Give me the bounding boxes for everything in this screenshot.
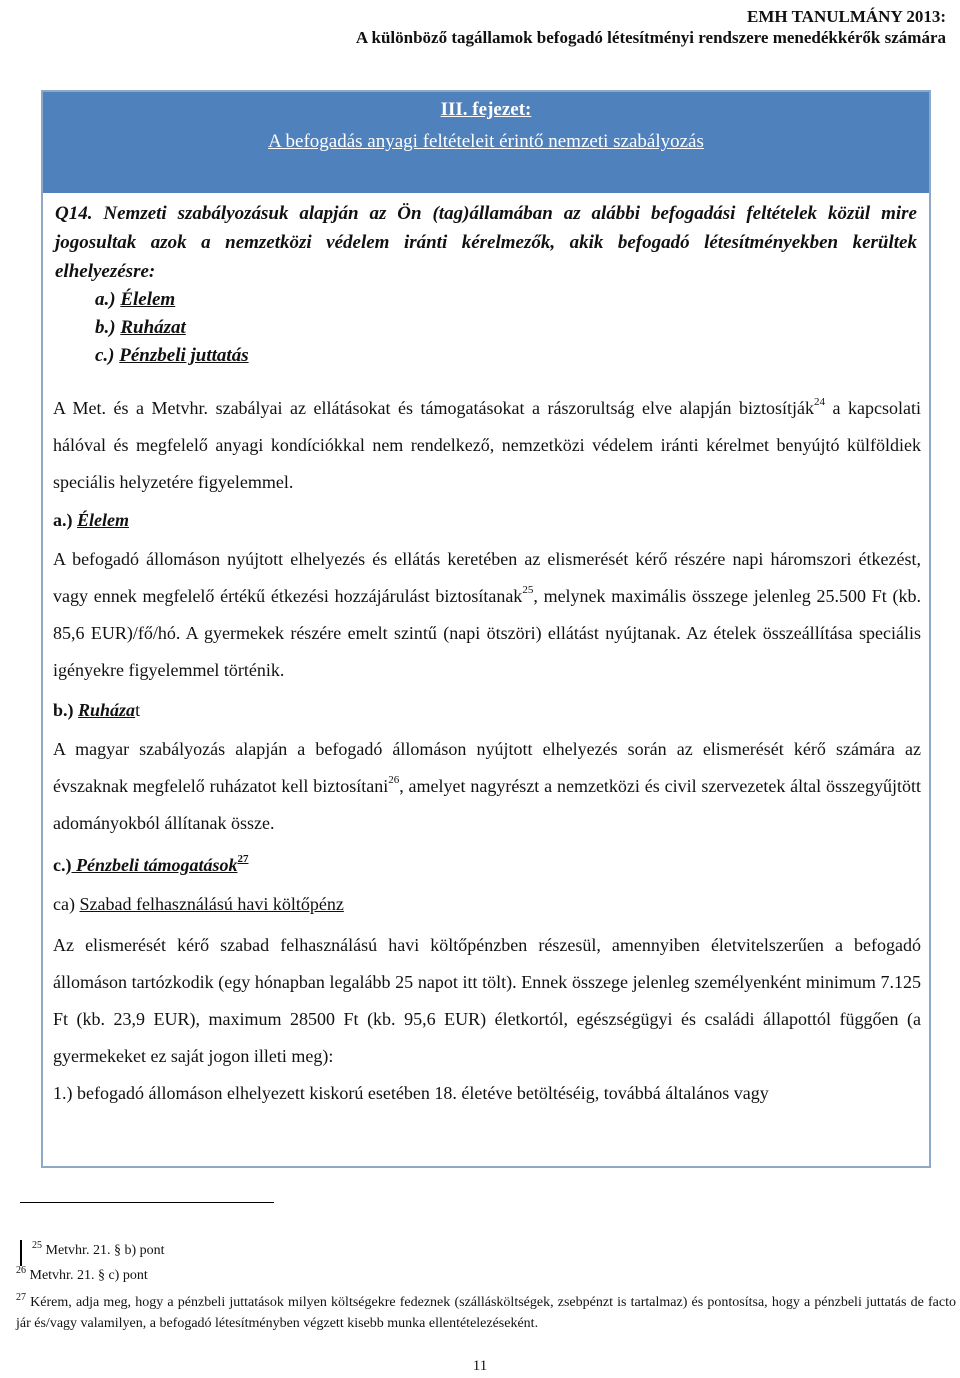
footnote-ref-24: 24 (814, 396, 825, 408)
footnote-ref-25: 25 (522, 584, 534, 596)
question-text: Q14. Nemzeti szabályozásuk alapján az Ön (tag)államában az alábbi befogadási feltételek közül mire jogosultak azok a nemzetközi védelem iránti kérelmezők, akik befogadó létesítményekben kerültek elhelyezésre: (55, 203, 917, 282)
header-line-2: A különböző tagállamok befogadó létesítményi rendszere menedékkérők számára (355, 28, 946, 47)
question-item-c: c.) Pénzbeli juttatás (95, 345, 249, 366)
question-item-b-label: Ruházat (120, 317, 186, 338)
footnote-ref-27: 27 (237, 853, 249, 865)
footnote-25: $^{25}$ Metvhr. 21. § b) pont (32, 1240, 165, 1258)
section-ca-heading: ca) Szabad felhasználású havi költőpénz (53, 894, 344, 914)
content-box (41, 90, 931, 1168)
answer-body (43, 370, 929, 1112)
chapter-title: A befogadás anyagi feltételeit érintő nemzeti szabályozás (268, 131, 704, 152)
question-block (43, 193, 929, 370)
section-b-heading: b.) Ruházat (53, 700, 141, 720)
question-item-b: b.) Ruházat (95, 317, 186, 338)
section-a-paragraph: A befogadó állomáson nyújtott elhelyezés és ellátás keretében az elismerését kérő részére napi háromszori étkezést, vagy ennek megfelelő értékű étkezési hozzájárulást biztosítanak$^{25}$, melynek maximális összege jelenleg 25.500 Ft (kb. 85,6 EUR)/fő/hó. A gyermekek részére emelt szintű (napi ötszöri) ellátást nyújtanak. Az ételek összeállítása speciális igényekre figyelemmel történik. (53, 549, 921, 680)
footnote-26: $^{26}$ Metvhr. 21. § c) pont (16, 1265, 148, 1283)
section-a-heading: a.) Élelem (53, 510, 129, 530)
footnote-ref-26: 26 (388, 774, 400, 786)
change-bar (20, 1240, 22, 1266)
question-item-a: a.) Élelem (95, 289, 176, 310)
section-b-paragraph: A magyar szabályozás alapján a befogadó állomáson nyújtott elhelyezés során az elismerését kérő számára az évszaknak megfelelő ruházatot kell biztosítani$^{26}$, amelyet nagyrészt a nemzetközi és civil szervezetek által összegyűjtött adományokból állítanak össze. (53, 739, 921, 833)
running-header (356, 6, 946, 48)
section-ca-paragraph: Az elismerését kérő szabad felhasználású havi költőpénzben részesül, amennyiben életvitelszerűen a befogadó állomáson tartózkodik (egy hónapban legalább 25 napot itt tölt). Ennek összege jelenleg személyenként minimum 7.125 Ft (kb. 23,9 EUR), maximum 28500 Ft (kb. 95,6 EUR) életkortól, egészségügyi és családi állapottól függően (a gyermekeket ez saját jogon illeti meg): (53, 935, 921, 1066)
chapter-banner (43, 92, 929, 193)
footnote-separator (20, 1202, 274, 1203)
section-ca-list-item-1: 1.) befogadó állomáson elhelyezett kiskorú esetében 18. életéve betöltéséig, továbbá általános vagy (53, 1083, 769, 1103)
question-item-c-label: Pénzbeli juttatás (119, 345, 249, 366)
footnote-27: $^{27}$ Kérem, adja meg, hogy a pénzbeli juttatások milyen költségekre fedeznek (szállásköltségek, zsebpénzt is tartalmaz) és pontosítsa, hogy a pénzbeli juttatás de facto jár és/vagy valamilyen, a befogadó létesítményben végzett kisebb munka ellentételezéseként. (16, 1292, 956, 1331)
header-line-1: EMH TANULMÁNY 2013: (747, 7, 946, 26)
question-item-a-label: Élelem (120, 289, 176, 310)
chapter-label: III. fejezet: (440, 99, 532, 120)
page-number: 11 (472, 1358, 488, 1374)
section-c-heading: c.) Pénzbeli támogatások$^{27}$ (53, 853, 249, 875)
intro-paragraph: A Met. és a Metvhr. szabályai az ellátásokat és támogatásokat a rászorultság elve alapján biztosítják$^{24}$ a kapcsolati hálóval és megfelelő anyagi kondíciókkal nem rendelkező, nemzetközi védelem iránti kérelmet benyújtó külföldiek speciális helyzetére figyelemmel. (53, 396, 921, 492)
